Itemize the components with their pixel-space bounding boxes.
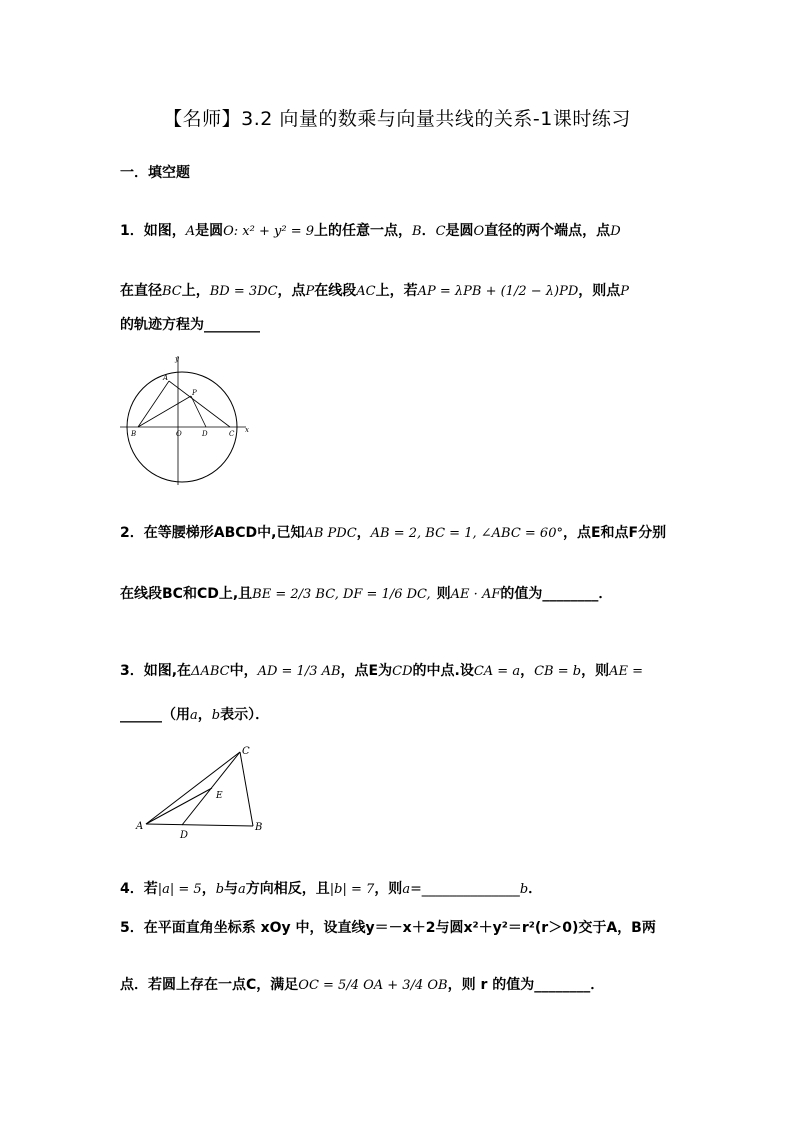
label-b: B — [131, 430, 137, 438]
q3-vector-eq-1: AD = 1/3 AB — [257, 664, 341, 679]
label-c: C — [229, 430, 235, 438]
q5-line-1: 5．在平面直角坐标系 xOy 中，设直线y＝－x＋2与圆x²＋y²＝r²(r＞0)交于A，B两 — [120, 920, 656, 936]
segment-ae — [146, 788, 212, 824]
q1-vector-eq-2: AP = λPB + (1/2 − λ)PD — [417, 284, 579, 299]
side-cb — [240, 752, 253, 826]
q2-dot-product: AE · AF — [450, 587, 501, 602]
label-a: A — [136, 821, 144, 832]
q1-circle-equation: O: x² + y² = 9 — [223, 224, 314, 239]
label-a: A — [163, 374, 169, 382]
q2-conditions: AB = 2, BC = 1, ∠ABC = 60° — [370, 526, 563, 541]
q1-circle-figure — [118, 352, 258, 487]
q1-number: 1．如图， — [120, 223, 186, 239]
label-d: D — [202, 430, 208, 438]
q5-vector-eq: OC = 5/4 OA + 3/4 OB — [298, 978, 448, 993]
q3-number: 3．如图,在 — [120, 663, 192, 679]
q4-number: 4．若 — [120, 881, 158, 897]
label-d: D — [180, 830, 189, 841]
q3-prompt: ______（用 — [120, 707, 190, 723]
segment-bp — [138, 396, 191, 427]
segment-pd — [191, 396, 206, 427]
q4-prompt: =______________ — [410, 881, 520, 897]
label-p: P — [192, 389, 197, 397]
label-y: y — [175, 355, 179, 363]
label-c: C — [242, 746, 250, 757]
q2-number: 2．在等腰梯形ABCD中,已知 — [120, 525, 305, 541]
q1-prompt: 的轨迹方程为________ — [120, 317, 260, 333]
label-e: E — [216, 791, 223, 801]
q1-vector-eq-1: BD = 3DC — [209, 284, 278, 299]
q5-prompt: ，则 r 的值为________． — [447, 977, 605, 993]
side-ac — [146, 752, 240, 824]
label-o: O — [176, 430, 182, 438]
page-title: 【名师】3.2 向量的数乘与向量共线的关系-1课时练习 — [163, 108, 631, 130]
q3-triangle-figure — [132, 742, 272, 842]
label-b: B — [255, 822, 263, 833]
q2-prompt: 的值为________． — [500, 586, 613, 602]
label-x: x — [245, 426, 249, 434]
q2-vector-eq: BE = 2/3 BC, DF = 1/6 DC, — [252, 587, 431, 602]
side-ab — [146, 824, 253, 826]
section-heading: 一．填空题 — [120, 165, 190, 181]
